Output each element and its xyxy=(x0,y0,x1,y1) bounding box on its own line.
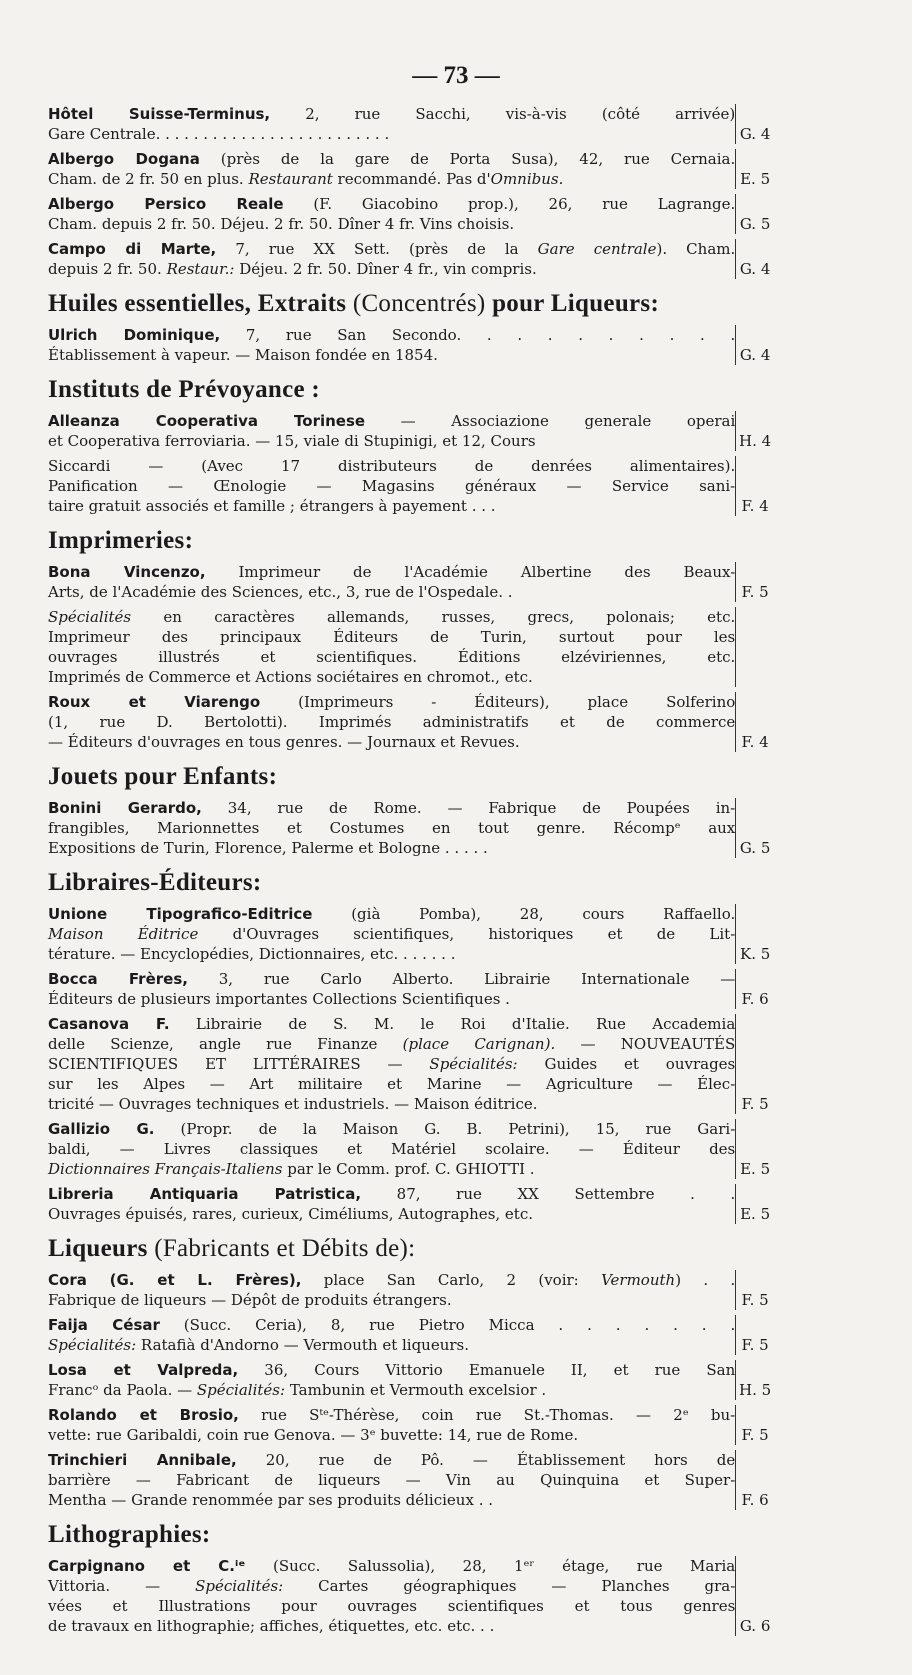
entry-text xyxy=(48,104,735,144)
entry-text-segment: ). Cham. xyxy=(656,240,736,258)
directory-entry xyxy=(48,1405,774,1445)
section-title-main: Lithographies: xyxy=(48,1521,211,1548)
directory-entry xyxy=(48,562,774,602)
entry-line xyxy=(48,325,736,345)
entry-text xyxy=(48,798,735,858)
entry-text-segment: Gare Centrale. . . . . . . . . . . . . . . . . . . . . . . . . xyxy=(48,125,390,143)
entry-name: Casanova F. xyxy=(48,1015,170,1033)
entry-line xyxy=(48,1616,735,1636)
directory-entry xyxy=(48,1014,774,1114)
entry-line xyxy=(48,924,736,944)
entry-line xyxy=(48,1360,736,1380)
entry-line xyxy=(48,732,735,752)
entry-line xyxy=(48,1159,735,1179)
entry-line xyxy=(48,1034,736,1054)
entry-text-segment: (Succ. Ceria), 8, rue Pietro Micca . . . . . . . xyxy=(159,1316,736,1334)
entry-italic: Vermouth xyxy=(601,1271,676,1289)
entry-name: Hôtel Suisse-Terminus, xyxy=(48,105,271,123)
entry-text-segment: 7, rue XX Sett. (près de la xyxy=(216,240,538,258)
entry-line xyxy=(48,1184,736,1204)
entry-line xyxy=(48,1470,736,1490)
entry-text-segment: recommandé. Pas d' xyxy=(332,170,491,188)
entry-text-segment: (Propr. de la Maison G. B. Petrini), 15, rue Gari- xyxy=(154,1120,736,1138)
entry-text-segment: Librairie de S. M. le Roi d'Italie. Rue Accademia xyxy=(169,1015,736,1033)
entry-text-segment: delle Scienze, angle rue Finanze xyxy=(48,1035,403,1053)
directory-entry xyxy=(48,1360,774,1400)
entry-text xyxy=(48,607,735,687)
entry-text-segment: Établissement à vapeur. — Maison fondée en 1854. xyxy=(48,346,438,364)
entry-text-segment: Expositions de Turin, Florence, Palerme et Bologne . . . . . xyxy=(48,839,488,857)
entry-italic: Gare centrale xyxy=(537,240,657,258)
entry-text-segment: 87, rue XX Settembre . . xyxy=(361,1185,736,1203)
entry-text xyxy=(48,1119,735,1179)
directory-entry xyxy=(48,607,774,687)
entry-line xyxy=(48,904,736,924)
entry-grade: F. 5 xyxy=(735,562,774,602)
section-title-main: Liqueurs xyxy=(48,1235,148,1262)
entry-text-segment: Déjeu. 2 fr. 50. Dîner 4 fr., vin compris. xyxy=(234,260,537,278)
entry-text-segment: 20, rue de Pô. — Établissement hors de xyxy=(236,1451,736,1469)
entry-grade: G. 4 xyxy=(735,239,774,279)
section-title-main: Libraires-Éditeurs: xyxy=(48,869,262,896)
entry-line xyxy=(48,1315,736,1335)
entry-italic: Maison Éditrice xyxy=(48,925,199,943)
entry-line xyxy=(48,582,735,602)
entry-line xyxy=(48,627,736,647)
entry-text-segment: tricité — Ouvrages techniques et industriels. — Maison éditrice. xyxy=(48,1095,538,1113)
directory-entry xyxy=(48,194,774,234)
entry-text-segment: 36, Cours Vittorio Emanuele II, et rue San xyxy=(238,1361,736,1379)
entry-text-segment: SCIENTIFIQUES ET LITTÉRAIRES — xyxy=(48,1055,430,1073)
section-title-instituts xyxy=(48,375,774,405)
entry-text xyxy=(48,969,735,1009)
entry-name: Faija César xyxy=(48,1316,160,1334)
entry-italic: (place Carignan). xyxy=(402,1035,556,1053)
entry-name: Losa et Valpreda, xyxy=(48,1361,239,1379)
entry-text-segment: 3, rue Carlo Alberto. Librairie Internationale — xyxy=(187,970,736,988)
entry-text xyxy=(48,1315,735,1355)
entry-line xyxy=(48,989,735,1009)
entry-text-segment: Ratafià d'Andorno — Vermouth et liqueurs. xyxy=(136,1336,470,1354)
entry-grade: F. 5 xyxy=(735,1315,774,1355)
entry-name: Bonini Gerardo, xyxy=(48,799,202,817)
entry-grade: G. 5 xyxy=(735,798,774,858)
section-title-lithographies xyxy=(48,1520,774,1550)
entry-grade: E. 5 xyxy=(735,1119,774,1179)
directory-entry xyxy=(48,1450,774,1510)
entry-line xyxy=(48,194,736,214)
section-title-sub: (Fabricants et Débits de): xyxy=(147,1235,416,1262)
entry-text-segment: barrière — Fabricant de liqueurs — Vin au Quinquina et Super- xyxy=(48,1471,736,1489)
entry-grade: F. 6 xyxy=(735,969,774,1009)
entry-line xyxy=(48,647,736,667)
entry-line xyxy=(48,476,736,496)
entry-name: Roux et Viarengo xyxy=(48,693,261,711)
entry-grade: F. 5 xyxy=(735,1270,774,1310)
directory-entry xyxy=(48,692,774,752)
entry-text-segment: — NOUVEAUTÉS xyxy=(555,1035,736,1053)
entry-text-segment: place San Carlo, 2 (voir: xyxy=(301,1271,602,1289)
entry-text-segment: baldi, — Livres classiques et Matériel scolaire. — Éditeur des xyxy=(48,1140,736,1158)
entry-text-segment: (F. Giacobino prop.), 26, rue Lagrange. xyxy=(283,195,736,213)
entry-italic: Dictionnaires Français-Italiens xyxy=(48,1160,283,1178)
directory-entry xyxy=(48,969,774,1009)
entry-grade: G. 4 xyxy=(735,325,774,365)
entry-name: Carpignano et C.ⁱᵉ xyxy=(48,1557,246,1575)
entry-grade: K. 5 xyxy=(735,904,774,964)
section-title-main: Imprimeries: xyxy=(48,527,194,554)
entry-line xyxy=(48,345,735,365)
entry-text-segment: de travaux en lithographie; affiches, étiquettes, etc. etc. . . xyxy=(48,1617,495,1635)
entry-grade: F. 4 xyxy=(735,692,774,752)
entry-text xyxy=(48,194,735,234)
entry-text-segment: Francᵒ da Paola. — xyxy=(48,1381,197,1399)
entry-text xyxy=(48,325,735,365)
entry-line xyxy=(48,496,735,516)
entry-line xyxy=(48,1405,736,1425)
entry-text xyxy=(48,1556,735,1636)
entry-text xyxy=(48,1014,735,1114)
directory-content xyxy=(48,104,774,1641)
entry-line xyxy=(48,259,735,279)
entry-italic: Spécialités xyxy=(48,608,132,626)
entry-text xyxy=(48,411,735,451)
entry-text-segment: Éditeurs de plusieurs importantes Collections Scientifiques . xyxy=(48,990,510,1008)
entry-text-segment: — Éditeurs d'ouvrages en tous genres. — Journaux et Revues. xyxy=(48,733,520,751)
section-title-main: Instituts de Prévoyance : xyxy=(48,376,321,403)
entry-text-segment: taire gratuit associés et famille ; étrangers à payement . . . xyxy=(48,497,496,515)
entry-name: Cora (G. et L. Frères), xyxy=(48,1271,302,1289)
entry-grade: G. 5 xyxy=(735,194,774,234)
entry-line xyxy=(48,1576,736,1596)
entry-text-segment: Siccardi — (Avec 17 distributeurs de denrées alimentaires). xyxy=(48,457,736,475)
entry-text-segment: et Cooperativa ferroviaria. — 15, viale di Stupinigi, et 12, Cours xyxy=(48,432,536,450)
directory-entry xyxy=(48,1119,774,1179)
entry-line xyxy=(48,169,735,189)
section-title-sub: (Concentrés) xyxy=(346,290,493,317)
entry-text-segment: Mentha — Grande renommée par ses produits délicieux . . xyxy=(48,1491,493,1509)
entry-italic: Spécialités: xyxy=(195,1577,284,1595)
entry-text-segment: Imprimeur de l'Académie Albertine des Beaux- xyxy=(205,563,736,581)
entry-text-segment: depuis 2 fr. 50. xyxy=(48,260,167,278)
entry-line xyxy=(48,1204,735,1224)
entry-italic: Spécialités: xyxy=(429,1055,518,1073)
entry-text xyxy=(48,1450,735,1510)
entry-text-segment: par le Comm. prof. C. GHIOTTI . xyxy=(282,1160,535,1178)
entry-line xyxy=(48,607,736,627)
entry-italic: Spécialités: xyxy=(48,1336,137,1354)
entry-grade: E. 5 xyxy=(735,149,774,189)
entry-grade: F. 6 xyxy=(735,1450,774,1510)
entry-text-segment: Cham. de 2 fr. 50 en plus. xyxy=(48,170,249,188)
entry-text-segment: (Succ. Salussolia), 28, 1ᵉʳ étage, rue Maria xyxy=(245,1557,736,1575)
section-title-liqueurs xyxy=(48,1234,774,1264)
entry-grade: F. 5 xyxy=(735,1405,774,1445)
section-title-end: pour Liqueurs: xyxy=(492,290,660,317)
entry-line xyxy=(48,1139,736,1159)
entry-line xyxy=(48,431,735,451)
entry-text-segment: ) . . xyxy=(675,1271,736,1289)
entry-text-segment: vées et Illustrations pour ouvrages scientifiques et tous genres xyxy=(48,1597,736,1615)
entry-text xyxy=(48,1405,735,1445)
entry-grade xyxy=(735,607,774,687)
entry-line xyxy=(48,1290,735,1310)
entry-grade: G. 6 xyxy=(735,1556,774,1636)
section-title-jouets xyxy=(48,762,774,792)
entry-line xyxy=(48,667,735,687)
entry-name: Libreria Antiquaria Patristica, xyxy=(48,1185,362,1203)
entry-line xyxy=(48,104,736,124)
entry-line xyxy=(48,692,736,712)
entry-line xyxy=(48,562,736,582)
section-title-huiles xyxy=(48,289,774,319)
directory-entry xyxy=(48,1270,774,1310)
entry-line xyxy=(48,944,735,964)
entry-text-segment: vette: rue Garibaldi, coin rue Genova. — 3ᵉ buvette: 14, rue de Rome. xyxy=(48,1426,579,1444)
entry-name: Bona Vincenzo, xyxy=(48,563,206,581)
entry-line xyxy=(48,1335,735,1355)
entry-grade: H. 4 xyxy=(735,411,774,451)
entry-name: Trinchieri Annibale, xyxy=(48,1451,237,1469)
entry-line xyxy=(48,124,735,144)
section-title-imprimeries xyxy=(48,526,774,556)
entry-text-segment: Ouvrages épuisés, rares, curieux, Ciméliums, Autographes, etc. xyxy=(48,1205,533,1223)
entry-italic: Restaur.: xyxy=(166,260,235,278)
entry-text-segment: rue Sᵗᵉ-Thérèse, coin rue St.-Thomas. — 2ᵉ bu- xyxy=(238,1406,736,1424)
entry-line xyxy=(48,1596,736,1616)
entry-text-segment: sur les Alpes — Art militaire et Marine — Agriculture — Élec- xyxy=(48,1075,736,1093)
directory-entry xyxy=(48,1315,774,1355)
entry-text xyxy=(48,239,735,279)
entry-text-segment: Cartes géographiques — Planches gra- xyxy=(283,1577,736,1595)
entry-text-segment: frangibles, Marionnettes et Costumes en tout genre. Récompᵉ aux xyxy=(48,819,736,837)
entry-grade: G. 4 xyxy=(735,104,774,144)
entry-text xyxy=(48,149,735,189)
entry-line xyxy=(48,149,736,169)
entry-name: Bocca Frères, xyxy=(48,970,188,988)
section-title-main: Jouets pour Enfants: xyxy=(48,763,278,790)
entry-line xyxy=(48,214,735,234)
entry-line xyxy=(48,1380,735,1400)
entry-name: Gallizio G. xyxy=(48,1120,155,1138)
entry-line xyxy=(48,1094,735,1114)
entry-text-segment: Guides et ouvrages xyxy=(517,1055,736,1073)
entry-text-segment: — Associazione generale operai xyxy=(365,412,736,430)
entry-text-segment: Vittoria. — xyxy=(48,1577,196,1595)
entry-line xyxy=(48,838,735,858)
entry-line xyxy=(48,1556,736,1576)
entry-line xyxy=(48,411,736,431)
entry-line xyxy=(48,239,736,259)
directory-entry xyxy=(48,239,774,279)
entry-italic: Restaurant xyxy=(248,170,333,188)
entry-grade: E. 5 xyxy=(735,1184,774,1224)
entry-name: Campo di Marte, xyxy=(48,240,217,258)
entry-text-segment: Arts, de l'Académie des Sciences, etc., 3, rue de l'Ospedale. . xyxy=(48,583,513,601)
directory-entry xyxy=(48,149,774,189)
entry-name: Ulrich Dominique, xyxy=(48,326,221,344)
entry-text-segment: (Imprimeurs - Éditeurs), place Solferino xyxy=(260,693,736,711)
entry-line xyxy=(48,456,736,476)
entry-line xyxy=(48,712,736,732)
directory-entry xyxy=(48,104,774,144)
entry-name: Albergo Persico Reale xyxy=(48,195,284,213)
entry-text xyxy=(48,456,735,516)
entry-line xyxy=(48,1074,736,1094)
directory-entry xyxy=(48,904,774,964)
entry-name: Rolando et Brosio, xyxy=(48,1406,239,1424)
entry-text xyxy=(48,904,735,964)
entry-text-segment: (1, rue D. Bertolotti). Imprimés administratifs et de commerce xyxy=(48,713,736,731)
entry-grade: F. 4 xyxy=(735,456,774,516)
entry-line xyxy=(48,1270,736,1290)
entry-italic: Omnibus. xyxy=(490,170,564,188)
entry-text-segment: Fabrique de liqueurs — Dépôt de produits étrangers. xyxy=(48,1291,452,1309)
section-title-main: Huiles essentielles, Extraits xyxy=(48,290,347,317)
entry-line xyxy=(48,1014,736,1034)
entry-line xyxy=(48,798,736,818)
entry-text-segment: (près de la gare de Porta Susa), 42, rue Cernaia. xyxy=(199,150,736,168)
entry-text xyxy=(48,562,735,602)
entry-text-segment: Cham. depuis 2 fr. 50. Déjeu. 2 fr. 50. Dîner 4 fr. Vins choisis. xyxy=(48,215,515,233)
entry-text xyxy=(48,1360,735,1400)
entry-text-segment: 2, rue Sacchi, vis-à-vis (côté arrivée) xyxy=(270,105,736,123)
entry-text-segment: d'Ouvrages scientifiques, historiques et de Lit- xyxy=(198,925,736,943)
directory-entry xyxy=(48,1556,774,1636)
directory-entry xyxy=(48,456,774,516)
entry-text-segment: Imprimés de Commerce et Actions sociétaires en chromot., etc. xyxy=(48,668,533,686)
page-number: — 73 — xyxy=(412,62,500,89)
entry-text xyxy=(48,692,735,752)
entry-line xyxy=(48,818,736,838)
entry-grade: F. 5 xyxy=(735,1014,774,1114)
directory-entry xyxy=(48,1184,774,1224)
section-title-libraires xyxy=(48,868,774,898)
entry-text-segment: ouvrages illustrés et scientifiques. Éditions elzéviriennes, etc. xyxy=(48,648,736,666)
entry-line xyxy=(48,1450,736,1470)
entry-line xyxy=(48,1425,735,1445)
entry-name: Unione Tipografico-Editrice xyxy=(48,905,313,923)
entry-text xyxy=(48,1270,735,1310)
entry-text xyxy=(48,1184,735,1224)
entry-name: Albergo Dogana xyxy=(48,150,200,168)
entry-italic: Spécialités: xyxy=(196,1381,286,1399)
directory-entry xyxy=(48,325,774,365)
entry-line xyxy=(48,1119,736,1139)
entry-name: Alleanza Cooperativa Torinese xyxy=(48,412,366,430)
entry-line xyxy=(48,1490,735,1510)
entry-line xyxy=(48,1054,736,1074)
entry-grade: H. 5 xyxy=(735,1360,774,1400)
entry-text-segment: Imprimeur des principaux Éditeurs de Turin, surtout pour les xyxy=(48,628,736,646)
entry-text-segment: 34, rue de Rome. — Fabrique de Poupées in- xyxy=(201,799,736,817)
entry-text-segment: térature. — Encyclopédies, Dictionnaires, etc. . . . . . . xyxy=(48,945,456,963)
entry-line xyxy=(48,969,736,989)
entry-text-segment: Tambunin et Vermouth excelsior . xyxy=(285,1381,547,1399)
entry-text-segment: en caractères allemands, russes, grecs, polonais; etc. xyxy=(131,608,736,626)
directory-entry xyxy=(48,798,774,858)
directory-entry xyxy=(48,411,774,451)
entry-text-segment: 7, rue San Secondo. . . . . . . . . . xyxy=(220,326,736,344)
entry-text-segment: (già Pomba), 28, cours Raffaello. xyxy=(312,905,736,923)
entry-text-segment: Panification — Œnologie — Magasins généraux — Service sani- xyxy=(48,477,736,495)
